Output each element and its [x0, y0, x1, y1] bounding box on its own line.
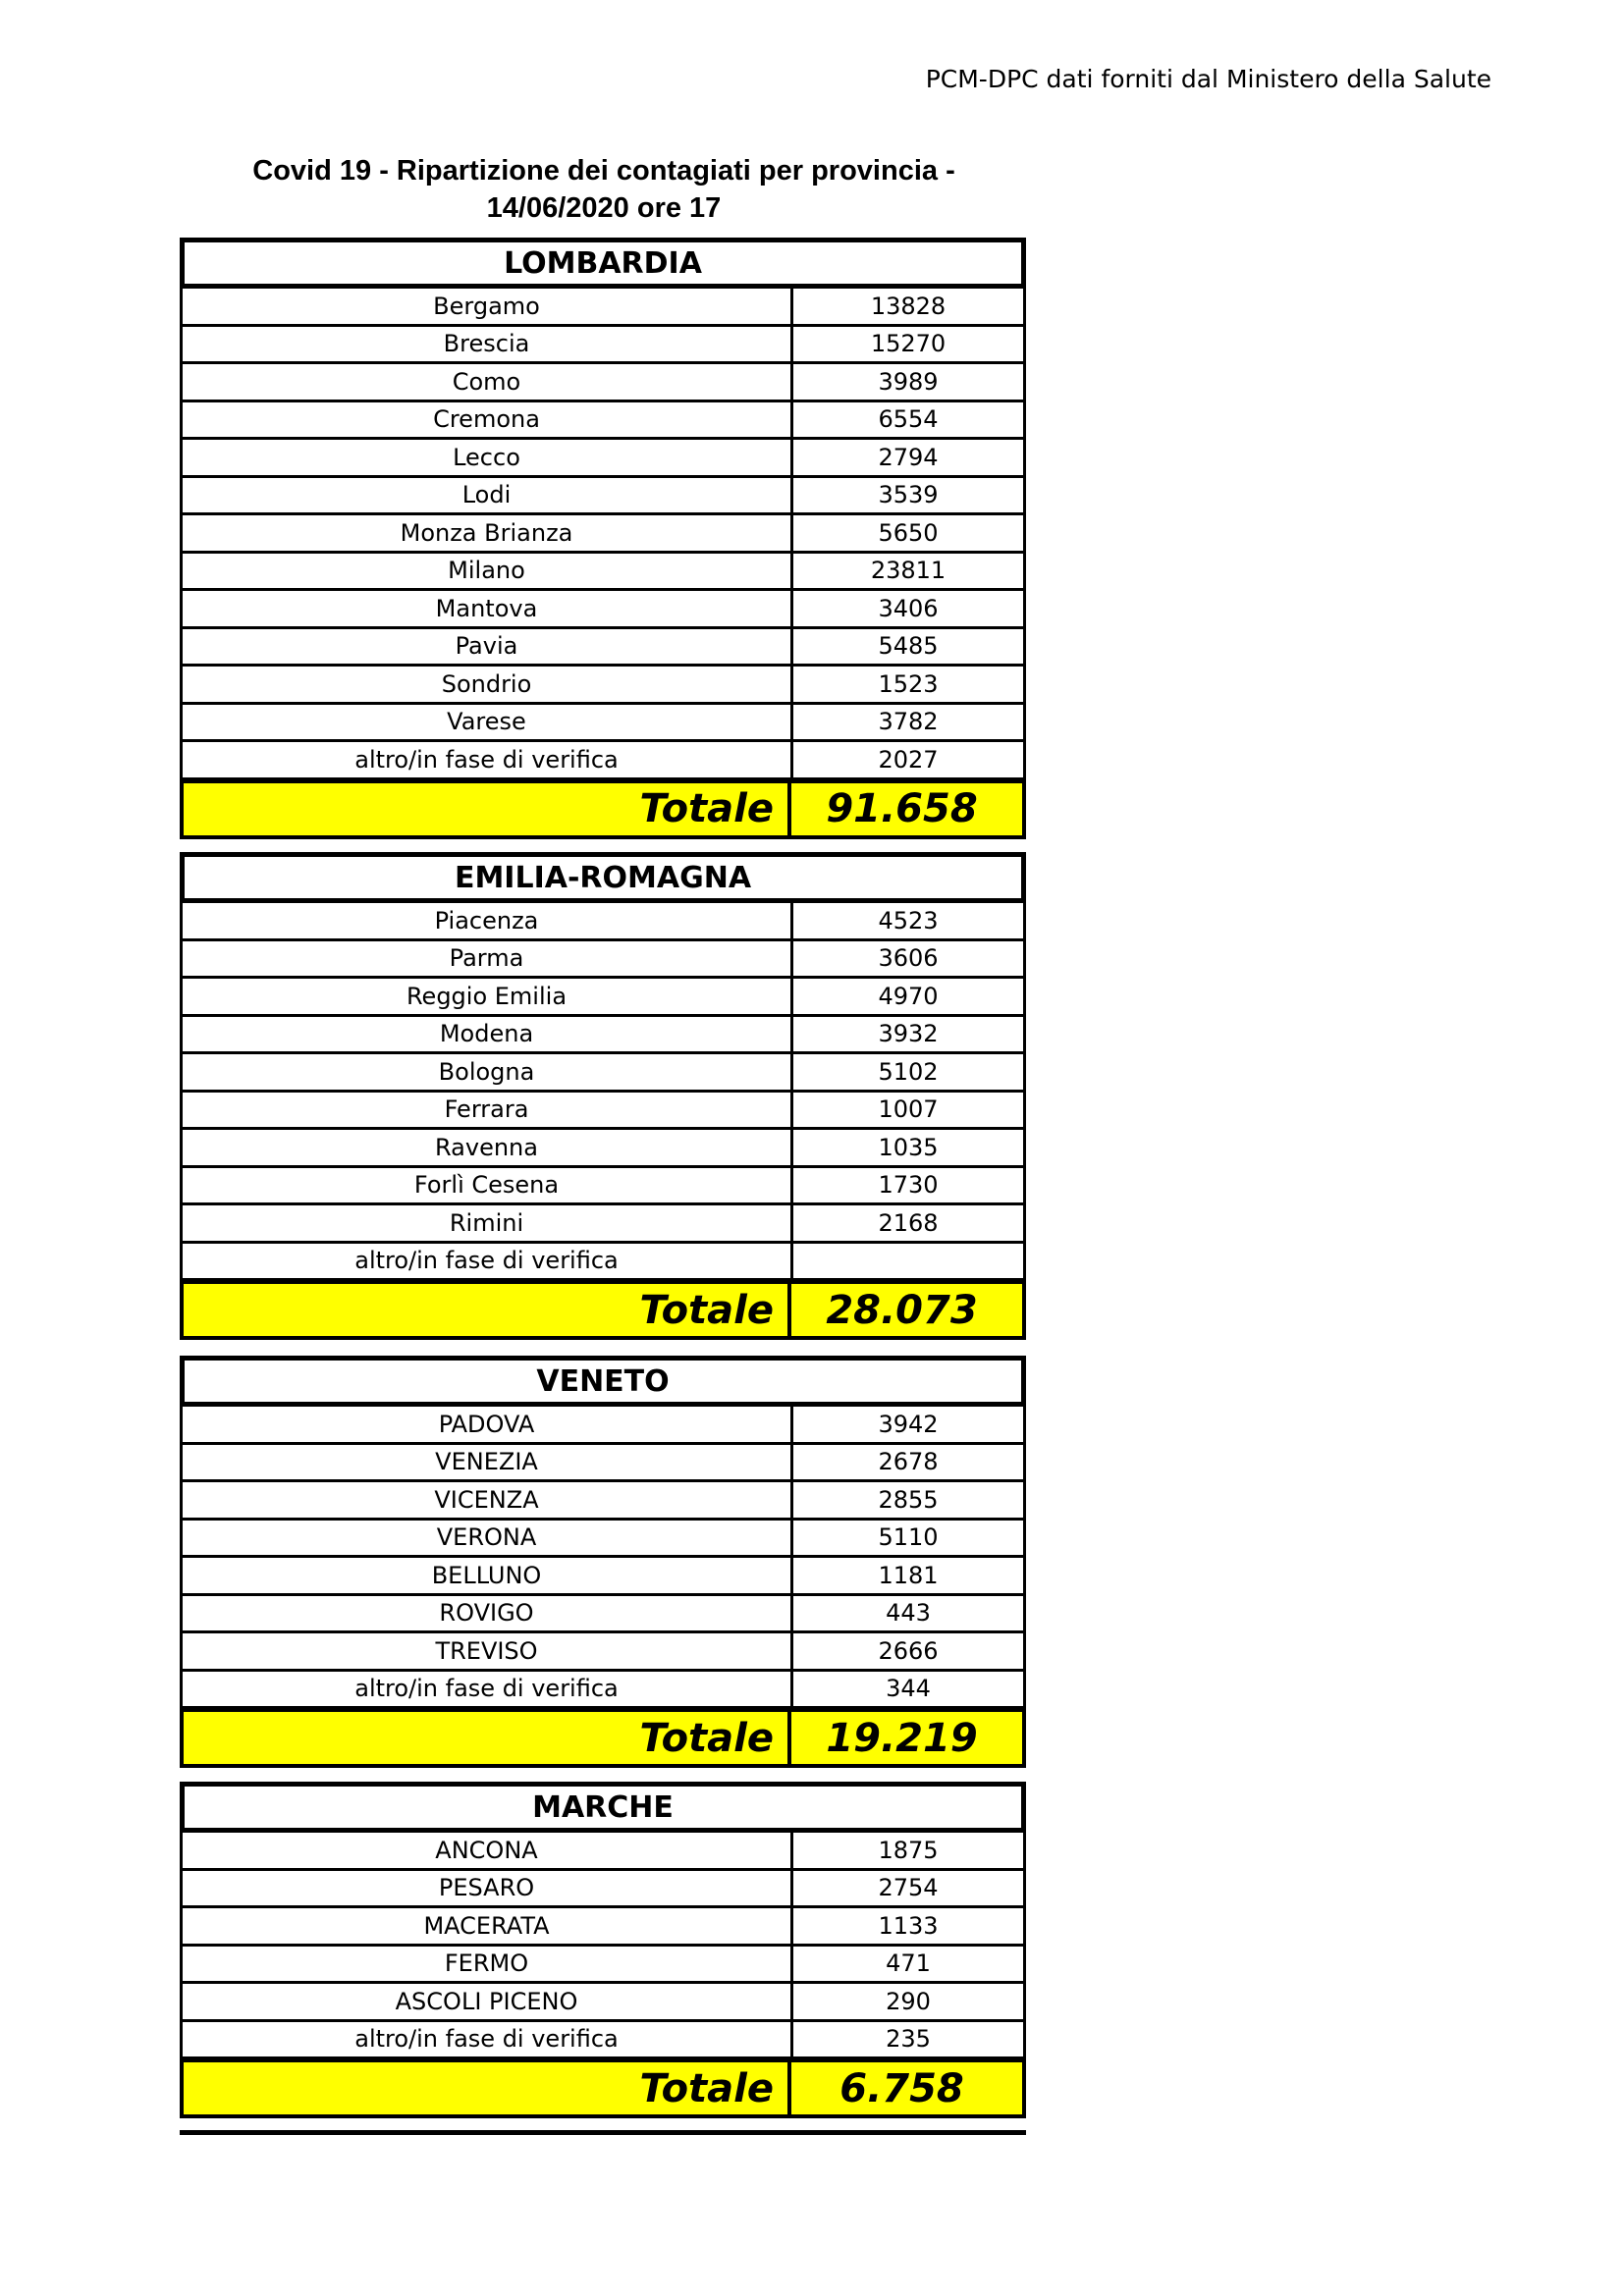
province-row: [180, 440, 1026, 478]
total-row: [180, 2059, 1026, 2118]
province-value: 15270: [870, 330, 947, 358]
province-row: [180, 1407, 1026, 1445]
province-value: 13828: [870, 292, 947, 320]
total-value: 19.219: [826, 1715, 978, 1761]
province-name: Monza Brianza: [183, 515, 793, 551]
province-value: 3782: [878, 708, 939, 736]
province-name: altro/in fase di verifica: [183, 1672, 793, 1707]
province-value: [793, 1244, 1023, 1279]
province-value: 5110: [878, 1523, 939, 1552]
province-row: [180, 364, 1026, 402]
total-label: Totale: [184, 1284, 791, 1336]
province-value: 3606: [878, 944, 939, 973]
province-value: 3942: [878, 1410, 939, 1438]
total-row: [180, 780, 1026, 839]
province-value: 1523: [878, 669, 939, 698]
province-name: altro/in fase di verifica: [183, 742, 793, 777]
province-name: Rimini: [183, 1205, 793, 1241]
region-table-emilia-romagna: [180, 852, 1026, 1340]
region-header: MARCHE: [180, 1782, 1026, 1833]
province-value: 5650: [878, 518, 939, 547]
province-value: 290: [886, 1987, 931, 2015]
province-value: 3539: [878, 481, 939, 509]
province-row: [180, 515, 1026, 554]
province-row: [180, 1984, 1026, 2022]
province-name: Brescia: [183, 327, 793, 362]
province-name: Mantova: [183, 591, 793, 626]
province-row: [180, 327, 1026, 365]
region-table-marche: [180, 1782, 1026, 2118]
province-row: [180, 1672, 1026, 1710]
title-line-1: Covid 19 - Ripartizione dei contagiati per provincia -: [252, 155, 955, 187]
province-value: 1007: [878, 1095, 939, 1124]
province-row: [180, 1908, 1026, 1947]
province-name: Pavia: [183, 629, 793, 665]
province-name: Forlì Cesena: [183, 1168, 793, 1203]
total-value: 28.073: [826, 1287, 978, 1333]
province-value: 3989: [878, 367, 939, 396]
province-row: [180, 1521, 1026, 1559]
province-row: [180, 289, 1026, 327]
province-value: 23811: [870, 557, 947, 585]
province-name: Piacenza: [183, 903, 793, 938]
province-row: [180, 1017, 1026, 1055]
province-value: 2168: [878, 1208, 939, 1237]
province-name: Ravenna: [183, 1130, 793, 1165]
province-row: [180, 1445, 1026, 1483]
province-row: [180, 402, 1026, 441]
province-name: Milano: [183, 554, 793, 589]
province-name: Ferrara: [183, 1093, 793, 1128]
total-label: Totale: [184, 783, 791, 835]
province-row: [180, 1054, 1026, 1093]
province-value: 443: [886, 1599, 931, 1628]
province-value: 2666: [878, 1636, 939, 1665]
province-row: [180, 1205, 1026, 1244]
province-value: 4523: [878, 906, 939, 934]
source-note: PCM-DPC dati forniti dal Ministero della Salute: [925, 65, 1491, 93]
province-name: altro/in fase di verifica: [183, 1244, 793, 1279]
province-value: 5102: [878, 1057, 939, 1086]
total-row: [180, 1281, 1026, 1340]
province-name: VERONA: [183, 1521, 793, 1556]
province-row: [180, 903, 1026, 941]
total-value: 91.658: [826, 786, 978, 831]
province-row: [180, 1244, 1026, 1282]
province-value: 1730: [878, 1171, 939, 1200]
province-name: MACERATA: [183, 1908, 793, 1944]
province-name: VENEZIA: [183, 1445, 793, 1480]
province-value: 1181: [878, 1561, 939, 1589]
province-value: 1875: [878, 1836, 939, 1864]
province-name: ASCOLI PICENO: [183, 1984, 793, 2019]
province-value: 3932: [878, 1020, 939, 1048]
province-value: 2754: [878, 1874, 939, 1902]
province-name: VICENZA: [183, 1482, 793, 1518]
province-row: [180, 705, 1026, 743]
province-name: Sondrio: [183, 667, 793, 702]
province-name: Parma: [183, 941, 793, 977]
end-rule: [180, 2130, 1026, 2135]
total-label: Totale: [184, 1712, 791, 1764]
province-name: Modena: [183, 1017, 793, 1052]
region-header: EMILIA-ROMAGNA: [180, 852, 1026, 903]
title-line-2: 14/06/2020 ore 17: [486, 192, 722, 224]
region-table-veneto: [180, 1356, 1026, 1768]
province-row: [180, 1947, 1026, 1985]
document-title: [182, 152, 1026, 227]
province-name: Lodi: [183, 478, 793, 513]
province-value: 4970: [878, 982, 939, 1010]
province-name: Cremona: [183, 402, 793, 438]
province-name: ANCONA: [183, 1833, 793, 1868]
total-label: Totale: [184, 2062, 791, 2114]
province-name: ROVIGO: [183, 1596, 793, 1631]
region-table-lombardia: [180, 238, 1026, 839]
province-row: [180, 591, 1026, 629]
province-value: 1133: [878, 1911, 939, 1940]
province-row: [180, 1633, 1026, 1672]
region-header: VENETO: [180, 1356, 1026, 1407]
province-value: 3406: [878, 594, 939, 622]
province-row: [180, 1558, 1026, 1596]
province-value: 235: [886, 2025, 931, 2054]
total-value: 6.758: [839, 2065, 964, 2111]
province-name: Como: [183, 364, 793, 400]
province-row: [180, 979, 1026, 1017]
province-row: [180, 1871, 1026, 1909]
province-name: TREVISO: [183, 1633, 793, 1669]
province-row: [180, 941, 1026, 980]
province-row: [180, 1130, 1026, 1168]
province-value: 2678: [878, 1448, 939, 1476]
province-value: 6554: [878, 405, 939, 434]
province-value: 2027: [878, 745, 939, 774]
province-row: [180, 554, 1026, 592]
province-name: BELLUNO: [183, 1558, 793, 1593]
province-row: [180, 742, 1026, 780]
province-name: Varese: [183, 705, 793, 740]
province-row: [180, 667, 1026, 705]
province-row: [180, 629, 1026, 667]
province-value: 2794: [878, 443, 939, 471]
province-row: [180, 1596, 1026, 1634]
province-value: 5485: [878, 632, 939, 661]
province-value: 1035: [878, 1133, 939, 1161]
province-name: altro/in fase di verifica: [183, 2022, 793, 2057]
province-name: PESARO: [183, 1871, 793, 1906]
province-name: FERMO: [183, 1947, 793, 1982]
region-header: LOMBARDIA: [180, 238, 1026, 289]
province-name: PADOVA: [183, 1407, 793, 1442]
total-row: [180, 1709, 1026, 1768]
province-name: Bergamo: [183, 289, 793, 324]
province-name: Bologna: [183, 1054, 793, 1090]
province-row: [180, 1482, 1026, 1521]
province-row: [180, 478, 1026, 516]
province-name: Lecco: [183, 440, 793, 475]
province-row: [180, 2022, 1026, 2060]
province-value: 344: [886, 1675, 931, 1703]
province-value: 2855: [878, 1485, 939, 1514]
province-row: [180, 1093, 1026, 1131]
province-name: Reggio Emilia: [183, 979, 793, 1014]
province-row: [180, 1833, 1026, 1871]
province-row: [180, 1168, 1026, 1206]
province-value: 471: [886, 1949, 931, 1978]
